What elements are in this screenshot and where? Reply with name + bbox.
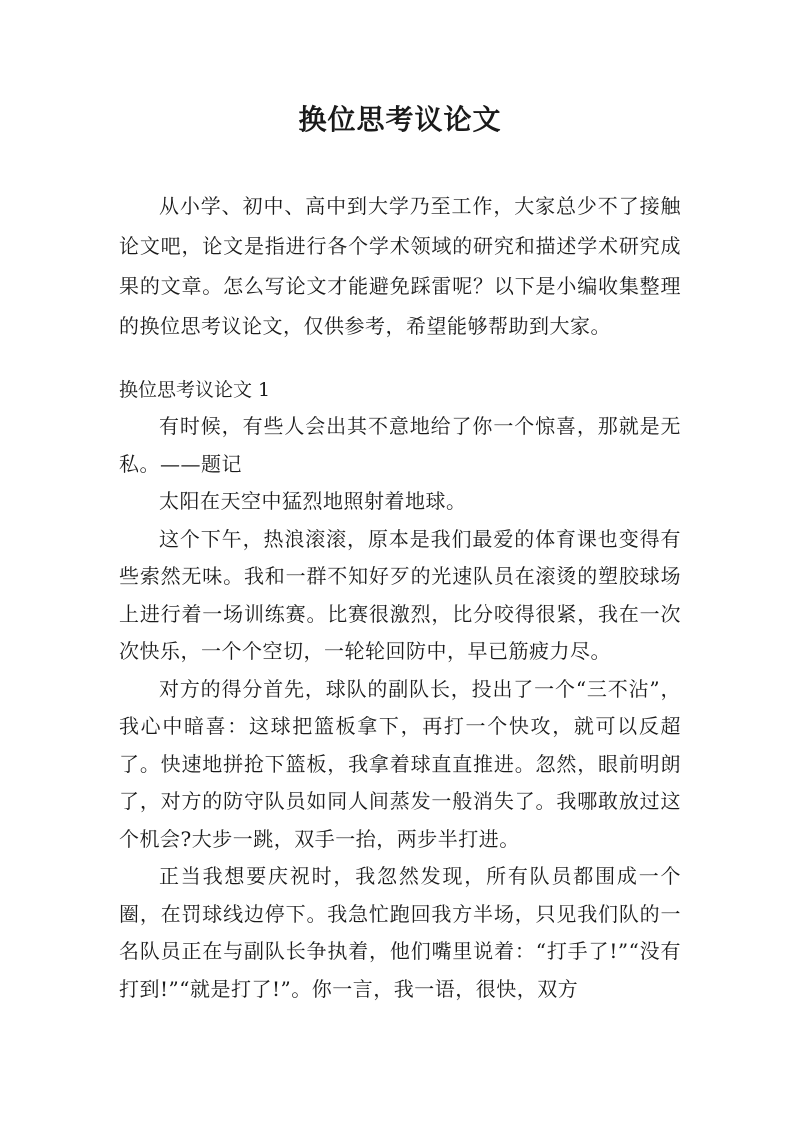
body-paragraph: 有时候，有些人会出其不意地给了你一个惊喜，那就是无私。——题记 [119,414,681,476]
section-heading: 换位思考议论文 1 [119,379,271,401]
essay-body [119,408,681,1008]
body-paragraph: 太阳在天空中猛烈地照射着地球。 [159,489,467,513]
intro-paragraph: 从小学、初中、高中到大学乃至工作，大家总少不了接触论文吧，论文是指进行各个学术领域的研究和描述学术研究成果的文章。怎么写论文才能避免踩雷呢？以下是小编收集整理的换位思考议论文，仅供参考，希望能够帮助到大家。 [119,194,681,338]
document-title: 换位思考议论文 [298,103,502,136]
body-paragraph: 对方的得分首先，球队的副队长，投出了一个“三不沾”，我心中暗喜：这球把篮板拿下，再打一个快攻，就可以反超了。快速地拼抢下篮板，我拿着球直直推进。忽然，眼前明朗了，对方的防守队员如同人间蒸发一般消失了。我哪敢放过这个机会?大步一跳，双手一抬，两步半打进。 [119,676,681,851]
body-paragraph: 正当我想要庆祝时，我忽然发现，所有队员都围成一个圈，在罚球线边停下。我急忙跑回我方半场，只见我们队的一名队员正在与副队长争执着，他们嘴里说着：“打手了!”“没有打到!”“就是打了!”。你一言，我一语，很快，双方 [119,864,681,1001]
body-paragraph: 这个下午，热浪滚滚，原本是我们最爱的体育课也变得有些索然无味。我和一群不知好歹的光速队员在滚烫的塑胶球场上进行着一场训练赛。比赛很激烈，比分咬得很紧，我在一次次快乐，一个个空切，一轮轮回防中，早已筋疲力尽。 [119,526,681,663]
